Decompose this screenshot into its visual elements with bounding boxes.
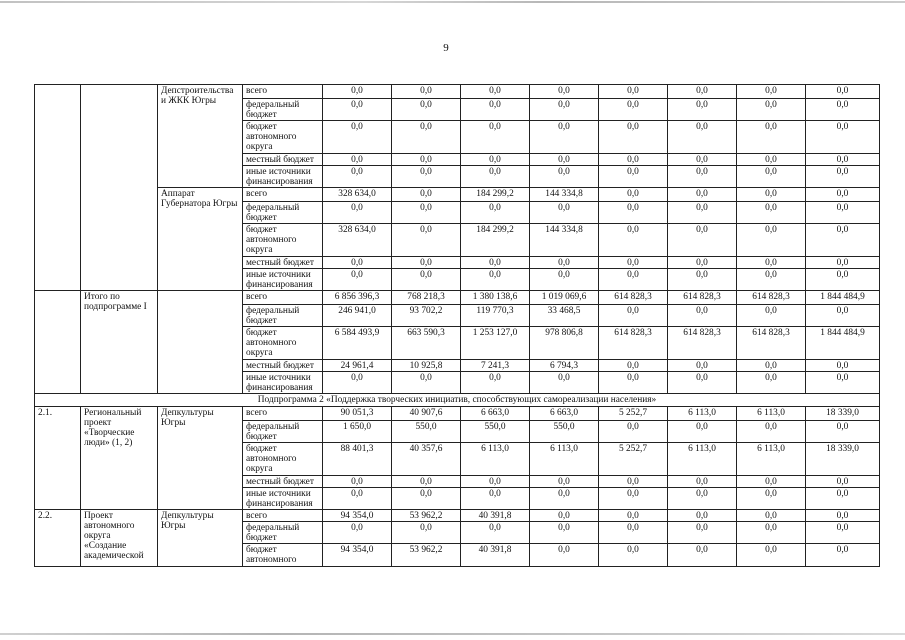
value-cell: 0,0 <box>530 154 599 166</box>
value-cell: 88 401,3 <box>323 443 392 476</box>
funding-source: федеральный бюджет <box>243 202 323 224</box>
value-cell: 0,0 <box>461 121 530 154</box>
value-cell: 1 019 069,6 <box>530 291 599 305</box>
value-cell: 0,0 <box>806 188 880 202</box>
value-cell: 40 391,8 <box>461 544 530 567</box>
value-cell: 0,0 <box>392 476 461 488</box>
value-cell: 0,0 <box>737 99 806 121</box>
value-cell: 0,0 <box>323 121 392 154</box>
value-cell: 1 650,0 <box>323 421 392 443</box>
value-cell: 0,0 <box>461 85 530 99</box>
value-cell: 53 962,2 <box>392 544 461 567</box>
value-cell: 0,0 <box>323 85 392 99</box>
value-cell: 0,0 <box>806 202 880 224</box>
value-cell: 0,0 <box>668 85 737 99</box>
value-cell: 0,0 <box>599 202 668 224</box>
value-cell: 0,0 <box>737 421 806 443</box>
executor-name <box>158 291 243 394</box>
value-cell: 0,0 <box>530 166 599 188</box>
value-cell: 0,0 <box>599 488 668 510</box>
funding-source: местный бюджет <box>243 257 323 269</box>
value-cell: 0,0 <box>806 305 880 327</box>
scan-edge-top <box>0 1 905 3</box>
value-cell: 0,0 <box>806 522 880 544</box>
value-cell: 1 844 484,9 <box>806 327 880 360</box>
value-cell: 0,0 <box>599 99 668 121</box>
value-cell: 0,0 <box>323 99 392 121</box>
value-cell: 0,0 <box>392 488 461 510</box>
value-cell: 0,0 <box>737 121 806 154</box>
value-cell: 0,0 <box>599 421 668 443</box>
value-cell: 0,0 <box>737 488 806 510</box>
value-cell: 550,0 <box>461 421 530 443</box>
value-cell: 0,0 <box>461 154 530 166</box>
value-cell: 0,0 <box>806 488 880 510</box>
funding-source: иные источники финансирования <box>243 269 323 291</box>
program-name <box>81 85 158 291</box>
value-cell: 0,0 <box>530 476 599 488</box>
value-cell: 0,0 <box>737 166 806 188</box>
value-cell: 0,0 <box>323 488 392 510</box>
value-cell: 0,0 <box>737 544 806 567</box>
funding-source: федеральный бюджет <box>243 305 323 327</box>
row-number <box>35 85 81 291</box>
value-cell: 0,0 <box>806 257 880 269</box>
value-cell: 246 941,0 <box>323 305 392 327</box>
funding-source: всего <box>243 291 323 305</box>
value-cell: 5 252,7 <box>599 407 668 421</box>
funding-source: бюджет автономного <box>243 544 323 567</box>
value-cell: 0,0 <box>599 85 668 99</box>
funding-source: местный бюджет <box>243 154 323 166</box>
value-cell: 0,0 <box>668 99 737 121</box>
value-cell: 0,0 <box>461 166 530 188</box>
value-cell: 550,0 <box>530 421 599 443</box>
value-cell: 6 856 396,3 <box>323 291 392 305</box>
funding-source: бюджет автономного округа <box>243 121 323 154</box>
value-cell: 0,0 <box>599 476 668 488</box>
row-number <box>35 291 81 394</box>
value-cell: 1 844 484,9 <box>806 291 880 305</box>
value-cell: 0,0 <box>599 269 668 291</box>
funding-source: всего <box>243 407 323 421</box>
value-cell: 0,0 <box>392 154 461 166</box>
value-cell: 40 357,6 <box>392 443 461 476</box>
executor-name: Депкультуры Югры <box>158 407 243 510</box>
value-cell: 0,0 <box>392 224 461 257</box>
value-cell: 40 391,8 <box>461 510 530 522</box>
value-cell: 0,0 <box>599 522 668 544</box>
table-row <box>35 407 880 421</box>
value-cell: 0,0 <box>668 421 737 443</box>
value-cell: 0,0 <box>599 166 668 188</box>
value-cell: 0,0 <box>530 522 599 544</box>
funding-source: местный бюджет <box>243 476 323 488</box>
value-cell: 0,0 <box>461 257 530 269</box>
scan-edge-bottom <box>0 633 905 635</box>
value-cell: 0,0 <box>737 188 806 202</box>
value-cell: 0,0 <box>530 121 599 154</box>
value-cell: 0,0 <box>737 360 806 372</box>
value-cell: 184 299,2 <box>461 188 530 202</box>
value-cell: 0,0 <box>323 476 392 488</box>
value-cell: 0,0 <box>323 166 392 188</box>
funding-source: местный бюджет <box>243 360 323 372</box>
value-cell: 0,0 <box>737 510 806 522</box>
funding-source: иные источники финансирования <box>243 488 323 510</box>
value-cell: 0,0 <box>323 202 392 224</box>
funding-source: всего <box>243 510 323 522</box>
value-cell: 24 961,4 <box>323 360 392 372</box>
value-cell: 0,0 <box>599 188 668 202</box>
value-cell: 0,0 <box>806 372 880 394</box>
value-cell: 6 113,0 <box>530 443 599 476</box>
value-cell: 0,0 <box>737 269 806 291</box>
value-cell: 0,0 <box>806 421 880 443</box>
value-cell: 328 634,0 <box>323 224 392 257</box>
value-cell: 6 794,3 <box>530 360 599 372</box>
value-cell: 0,0 <box>392 121 461 154</box>
funding-source: иные источники финансирования <box>243 372 323 394</box>
program-name: Проект автономного округа «Создание академической <box>81 510 158 567</box>
value-cell: 978 806,8 <box>530 327 599 360</box>
value-cell: 0,0 <box>323 522 392 544</box>
value-cell: 184 299,2 <box>461 224 530 257</box>
value-cell: 0,0 <box>599 121 668 154</box>
value-cell: 144 334,8 <box>530 188 599 202</box>
value-cell: 0,0 <box>668 154 737 166</box>
value-cell: 0,0 <box>599 305 668 327</box>
value-cell: 0,0 <box>392 257 461 269</box>
value-cell: 0,0 <box>806 510 880 522</box>
value-cell: 0,0 <box>392 188 461 202</box>
value-cell: 6 113,0 <box>668 443 737 476</box>
funding-source: федеральный бюджет <box>243 522 323 544</box>
funding-source: федеральный бюджет <box>243 421 323 443</box>
value-cell: 0,0 <box>392 269 461 291</box>
value-cell: 0,0 <box>806 154 880 166</box>
value-cell: 0,0 <box>668 257 737 269</box>
value-cell: 94 354,0 <box>323 544 392 567</box>
value-cell: 0,0 <box>599 510 668 522</box>
value-cell: 0,0 <box>668 522 737 544</box>
value-cell: 0,0 <box>668 166 737 188</box>
value-cell: 0,0 <box>461 522 530 544</box>
funding-source: бюджет автономного округа <box>243 224 323 257</box>
value-cell: 0,0 <box>323 257 392 269</box>
table-row <box>35 188 880 202</box>
value-cell: 18 339,0 <box>806 407 880 421</box>
value-cell: 0,0 <box>806 99 880 121</box>
value-cell: 0,0 <box>599 257 668 269</box>
executor-name: Аппарат Губернатора Югры <box>158 188 243 291</box>
page-number: 9 <box>443 42 449 54</box>
value-cell: 1 253 127,0 <box>461 327 530 360</box>
value-cell: 614 828,3 <box>737 327 806 360</box>
value-cell: 0,0 <box>461 202 530 224</box>
value-cell: 93 702,2 <box>392 305 461 327</box>
value-cell: 614 828,3 <box>737 291 806 305</box>
value-cell: 0,0 <box>668 544 737 567</box>
value-cell: 0,0 <box>323 269 392 291</box>
value-cell: 0,0 <box>323 154 392 166</box>
value-cell: 0,0 <box>668 188 737 202</box>
value-cell: 0,0 <box>737 522 806 544</box>
value-cell: 0,0 <box>806 360 880 372</box>
funding-source: всего <box>243 85 323 99</box>
value-cell: 0,0 <box>530 510 599 522</box>
value-cell: 0,0 <box>530 85 599 99</box>
value-cell: 0,0 <box>737 224 806 257</box>
value-cell: 0,0 <box>806 544 880 567</box>
table-row <box>35 510 880 522</box>
value-cell: 6 113,0 <box>737 443 806 476</box>
program-name: Региональный проект «Творческие люди» (1, 2) <box>81 407 158 510</box>
subprogram-title: Подпрограмма 2 «Поддержка творческих инициатив, способствующих самореализации населения» <box>35 394 880 407</box>
value-cell: 0,0 <box>461 372 530 394</box>
value-cell: 0,0 <box>668 121 737 154</box>
value-cell: 0,0 <box>392 166 461 188</box>
value-cell: 550,0 <box>392 421 461 443</box>
executor-name: Депстроительства и ЖКК Югры <box>158 85 243 188</box>
row-number: 2.2. <box>35 510 81 567</box>
value-cell: 0,0 <box>530 544 599 567</box>
value-cell: 0,0 <box>668 476 737 488</box>
value-cell: 119 770,3 <box>461 305 530 327</box>
value-cell: 0,0 <box>737 476 806 488</box>
value-cell: 614 828,3 <box>599 327 668 360</box>
executor-name: Депкультуры Югры <box>158 510 243 567</box>
value-cell: 53 962,2 <box>392 510 461 522</box>
value-cell: 0,0 <box>461 476 530 488</box>
funding-source: иные источники финансирования <box>243 166 323 188</box>
value-cell: 0,0 <box>668 488 737 510</box>
value-cell: 0,0 <box>668 269 737 291</box>
value-cell: 5 252,7 <box>599 443 668 476</box>
value-cell: 1 380 138,6 <box>461 291 530 305</box>
value-cell: 328 634,0 <box>323 188 392 202</box>
funding-source: всего <box>243 188 323 202</box>
value-cell: 0,0 <box>668 305 737 327</box>
value-cell: 10 925,8 <box>392 360 461 372</box>
value-cell: 6 663,0 <box>461 407 530 421</box>
value-cell: 0,0 <box>668 202 737 224</box>
value-cell: 0,0 <box>737 257 806 269</box>
value-cell: 0,0 <box>806 85 880 99</box>
value-cell: 6 113,0 <box>461 443 530 476</box>
value-cell: 0,0 <box>737 202 806 224</box>
value-cell: 0,0 <box>530 269 599 291</box>
value-cell: 0,0 <box>668 372 737 394</box>
value-cell: 0,0 <box>806 224 880 257</box>
value-cell: 90 051,3 <box>323 407 392 421</box>
row-number: 2.1. <box>35 407 81 510</box>
funding-source: федеральный бюджет <box>243 99 323 121</box>
value-cell: 0,0 <box>392 522 461 544</box>
value-cell: 6 113,0 <box>737 407 806 421</box>
value-cell: 614 828,3 <box>599 291 668 305</box>
value-cell: 40 907,6 <box>392 407 461 421</box>
value-cell: 0,0 <box>806 121 880 154</box>
value-cell: 614 828,3 <box>668 327 737 360</box>
budget-table <box>34 84 880 567</box>
value-cell: 144 334,8 <box>530 224 599 257</box>
value-cell: 0,0 <box>668 224 737 257</box>
value-cell: 18 339,0 <box>806 443 880 476</box>
value-cell: 0,0 <box>530 372 599 394</box>
value-cell: 0,0 <box>806 476 880 488</box>
value-cell: 0,0 <box>530 202 599 224</box>
value-cell: 0,0 <box>392 99 461 121</box>
value-cell: 0,0 <box>461 99 530 121</box>
value-cell: 0,0 <box>461 488 530 510</box>
value-cell: 663 590,3 <box>392 327 461 360</box>
value-cell: 0,0 <box>392 202 461 224</box>
value-cell: 0,0 <box>806 166 880 188</box>
funding-source: бюджет автономного округа <box>243 443 323 476</box>
value-cell: 6 584 493,9 <box>323 327 392 360</box>
value-cell: 0,0 <box>668 510 737 522</box>
value-cell: 0,0 <box>668 360 737 372</box>
value-cell: 0,0 <box>806 269 880 291</box>
value-cell: 0,0 <box>599 544 668 567</box>
value-cell: 768 218,3 <box>392 291 461 305</box>
value-cell: 0,0 <box>737 372 806 394</box>
value-cell: 6 663,0 <box>530 407 599 421</box>
value-cell: 0,0 <box>737 85 806 99</box>
value-cell: 6 113,0 <box>668 407 737 421</box>
table-row <box>35 291 880 305</box>
value-cell: 0,0 <box>599 154 668 166</box>
funding-source: бюджет автономного округа <box>243 327 323 360</box>
value-cell: 0,0 <box>392 85 461 99</box>
value-cell: 614 828,3 <box>668 291 737 305</box>
value-cell: 94 354,0 <box>323 510 392 522</box>
value-cell: 0,0 <box>392 372 461 394</box>
value-cell: 7 241,3 <box>461 360 530 372</box>
value-cell: 0,0 <box>530 488 599 510</box>
value-cell: 0,0 <box>599 360 668 372</box>
value-cell: 0,0 <box>599 224 668 257</box>
value-cell: 33 468,5 <box>530 305 599 327</box>
total-label: Итого по подпрограмме I <box>81 291 158 394</box>
value-cell: 0,0 <box>461 269 530 291</box>
value-cell: 0,0 <box>530 257 599 269</box>
value-cell: 0,0 <box>599 372 668 394</box>
subprogram-heading-row <box>35 394 880 407</box>
table-row <box>35 85 880 99</box>
value-cell: 0,0 <box>530 99 599 121</box>
value-cell: 0,0 <box>737 305 806 327</box>
value-cell: 0,0 <box>323 372 392 394</box>
value-cell: 0,0 <box>737 154 806 166</box>
